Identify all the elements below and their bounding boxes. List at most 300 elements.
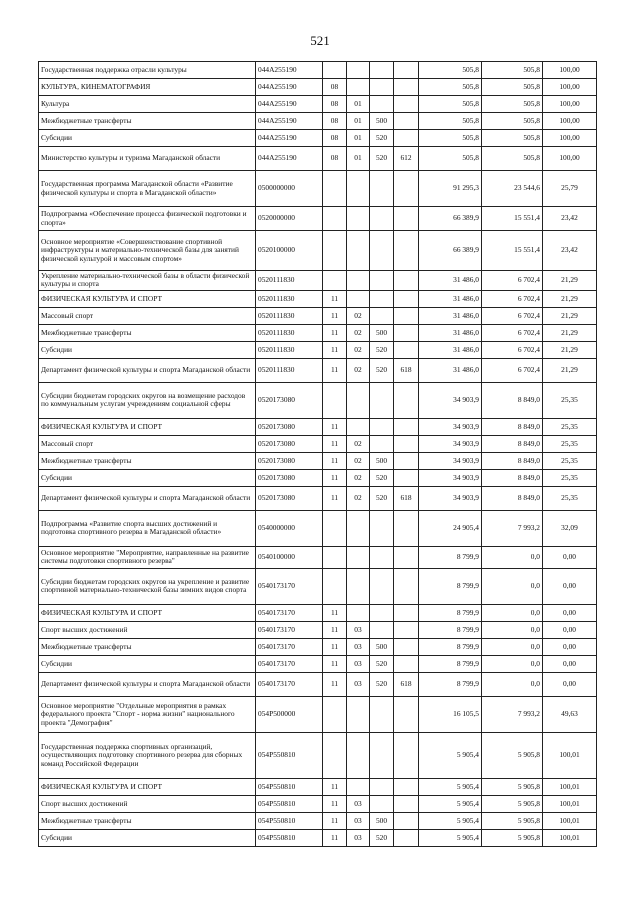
table-row — [39, 510, 597, 546]
row-subsection: 01 — [347, 130, 370, 147]
row-fact: 505,8 — [482, 79, 543, 96]
row-admin-code — [394, 171, 419, 207]
table-row — [39, 829, 597, 846]
row-subsection — [347, 604, 370, 621]
row-subsection: 01 — [347, 113, 370, 130]
row-subsection: 03 — [347, 638, 370, 655]
row-percent: 25,35 — [543, 452, 597, 469]
row-fact: 6 702,4 — [482, 307, 543, 324]
row-percent: 25,35 — [543, 469, 597, 486]
row-fact: 505,8 — [482, 113, 543, 130]
row-percent: 25,35 — [543, 382, 597, 418]
row-admin-code — [394, 696, 419, 732]
row-subsection: 01 — [347, 96, 370, 113]
row-code: 054P500000 — [256, 696, 323, 732]
table-row — [39, 290, 597, 307]
table-row — [39, 341, 597, 358]
row-fact: 0,0 — [482, 568, 543, 604]
row-section: 11 — [323, 358, 347, 382]
row-plan: 5 905,4 — [419, 829, 482, 846]
row-expense-type — [370, 568, 394, 604]
row-expense-type — [370, 231, 394, 271]
table-row — [39, 271, 597, 291]
row-code: 044A255190 — [256, 79, 323, 96]
row-plan: 505,8 — [419, 62, 482, 79]
row-expense-type — [370, 435, 394, 452]
row-section — [323, 546, 347, 568]
row-percent: 100,00 — [543, 113, 597, 130]
table-row — [39, 621, 597, 638]
table-row — [39, 778, 597, 795]
row-expense-type — [370, 546, 394, 568]
table-row — [39, 604, 597, 621]
row-admin-code — [394, 778, 419, 795]
row-section — [323, 62, 347, 79]
row-section: 08 — [323, 96, 347, 113]
row-percent: 100,00 — [543, 147, 597, 171]
row-name: Департамент физической культуры и спорта Магаданской области — [39, 358, 256, 382]
table-row — [39, 812, 597, 829]
row-subsection: 01 — [347, 147, 370, 171]
row-percent: 21,29 — [543, 324, 597, 341]
table-row — [39, 96, 597, 113]
row-plan: 8 799,9 — [419, 638, 482, 655]
row-name: Основное мероприятие "Отдельные мероприятия в рамках федерального проекта "Спорт - норма жизни" национального проекта "Демография" — [39, 696, 256, 732]
row-name: Департамент физической культуры и спорта Магаданской области — [39, 486, 256, 510]
row-expense-type: 520 — [370, 655, 394, 672]
row-plan: 8 799,9 — [419, 546, 482, 568]
row-section — [323, 696, 347, 732]
row-name: ФИЗИЧЕСКАЯ КУЛЬТУРА И СПОРТ — [39, 418, 256, 435]
row-admin-code — [394, 795, 419, 812]
row-plan: 16 105,5 — [419, 696, 482, 732]
row-subsection: 02 — [347, 307, 370, 324]
row-subsection: 02 — [347, 452, 370, 469]
row-admin-code: 618 — [394, 358, 419, 382]
row-plan: 31 486,0 — [419, 271, 482, 291]
row-subsection — [347, 778, 370, 795]
row-plan: 5 905,4 — [419, 732, 482, 778]
row-name: Субсидии — [39, 829, 256, 846]
row-percent: 21,29 — [543, 271, 597, 291]
row-percent: 0,00 — [543, 604, 597, 621]
row-admin-code — [394, 604, 419, 621]
row-subsection — [347, 207, 370, 231]
row-plan: 5 905,4 — [419, 795, 482, 812]
row-section: 08 — [323, 113, 347, 130]
row-expense-type — [370, 307, 394, 324]
row-fact: 0,0 — [482, 546, 543, 568]
row-plan: 31 486,0 — [419, 358, 482, 382]
row-code: 0520111830 — [256, 324, 323, 341]
row-name: Укрепление материально-технической базы в области физической культуры и спорта — [39, 271, 256, 291]
row-subsection: 03 — [347, 829, 370, 846]
row-percent: 25,79 — [543, 171, 597, 207]
row-name: Субсидии — [39, 341, 256, 358]
row-name: Межбюджетные трансферты — [39, 812, 256, 829]
table-row — [39, 469, 597, 486]
row-code: 0500000000 — [256, 171, 323, 207]
row-admin-code — [394, 510, 419, 546]
row-subsection — [347, 510, 370, 546]
row-name: Спорт высших достижений — [39, 621, 256, 638]
row-expense-type: 520 — [370, 147, 394, 171]
row-name: Министерство культуры и туризма Магаданской области — [39, 147, 256, 171]
row-plan: 8 799,9 — [419, 604, 482, 621]
row-fact: 505,8 — [482, 147, 543, 171]
row-admin-code — [394, 829, 419, 846]
row-name: Межбюджетные трансферты — [39, 452, 256, 469]
row-expense-type: 520 — [370, 469, 394, 486]
row-plan: 31 486,0 — [419, 307, 482, 324]
row-section: 11 — [323, 812, 347, 829]
row-name: Межбюджетные трансферты — [39, 324, 256, 341]
row-plan: 5 905,4 — [419, 778, 482, 795]
row-name: Государственная поддержка отрасли культуры — [39, 62, 256, 79]
row-code: 054P550810 — [256, 778, 323, 795]
row-fact: 8 849,0 — [482, 469, 543, 486]
row-subsection: 02 — [347, 324, 370, 341]
row-name: ФИЗИЧЕСКАЯ КУЛЬТУРА И СПОРТ — [39, 290, 256, 307]
row-plan: 66 389,9 — [419, 207, 482, 231]
row-percent: 100,01 — [543, 778, 597, 795]
row-section — [323, 732, 347, 778]
row-name: Основное мероприятие «Совершенствование спортивной инфраструктуры и материально-технической базы для занятий физической культурой и массовым спортом» — [39, 231, 256, 271]
row-fact: 0,0 — [482, 655, 543, 672]
row-admin-code — [394, 452, 419, 469]
row-expense-type — [370, 62, 394, 79]
row-expense-type — [370, 290, 394, 307]
table-row — [39, 638, 597, 655]
row-admin-code — [394, 62, 419, 79]
table-row — [39, 79, 597, 96]
row-fact: 15 551,4 — [482, 207, 543, 231]
row-section: 11 — [323, 418, 347, 435]
row-fact: 5 905,8 — [482, 812, 543, 829]
row-name: КУЛЬТУРА, КИНЕМАТОГРАФИЯ — [39, 79, 256, 96]
row-plan: 505,8 — [419, 79, 482, 96]
row-section — [323, 382, 347, 418]
row-admin-code — [394, 655, 419, 672]
row-plan: 505,8 — [419, 96, 482, 113]
row-name: Субсидии бюджетам городских округов на возмещение расходов по коммунальным услугам учреждениям социальной сферы — [39, 382, 256, 418]
row-admin-code — [394, 621, 419, 638]
row-plan: 66 389,9 — [419, 231, 482, 271]
row-section — [323, 568, 347, 604]
row-subsection — [347, 732, 370, 778]
row-subsection: 02 — [347, 341, 370, 358]
row-fact: 8 849,0 — [482, 418, 543, 435]
row-subsection — [347, 418, 370, 435]
budget-table — [38, 61, 597, 847]
row-fact: 7 993,2 — [482, 696, 543, 732]
row-fact: 8 849,0 — [482, 452, 543, 469]
row-subsection — [347, 568, 370, 604]
table-row — [39, 672, 597, 696]
row-expense-type — [370, 795, 394, 812]
row-code: 0540173170 — [256, 672, 323, 696]
row-section: 08 — [323, 130, 347, 147]
row-fact: 6 702,4 — [482, 271, 543, 291]
row-percent: 49,63 — [543, 696, 597, 732]
row-percent: 25,35 — [543, 486, 597, 510]
row-percent: 100,00 — [543, 130, 597, 147]
row-percent: 21,29 — [543, 358, 597, 382]
row-section: 11 — [323, 795, 347, 812]
row-expense-type — [370, 382, 394, 418]
row-percent: 0,00 — [543, 546, 597, 568]
row-fact: 5 905,8 — [482, 732, 543, 778]
row-name: Субсидии — [39, 655, 256, 672]
row-code: 0520111830 — [256, 290, 323, 307]
row-section: 11 — [323, 604, 347, 621]
row-name: Массовый спорт — [39, 307, 256, 324]
row-subsection: 03 — [347, 621, 370, 638]
row-subsection — [347, 231, 370, 271]
row-code: 0540173170 — [256, 621, 323, 638]
table-row — [39, 435, 597, 452]
row-code: 054P550810 — [256, 812, 323, 829]
table-row — [39, 113, 597, 130]
row-fact: 0,0 — [482, 604, 543, 621]
row-section: 11 — [323, 638, 347, 655]
row-section: 11 — [323, 452, 347, 469]
row-fact: 23 544,6 — [482, 171, 543, 207]
row-fact: 505,8 — [482, 96, 543, 113]
row-fact: 505,8 — [482, 62, 543, 79]
table-row — [39, 147, 597, 171]
row-admin-code — [394, 324, 419, 341]
row-admin-code — [394, 546, 419, 568]
row-code: 0540173170 — [256, 568, 323, 604]
row-fact: 6 702,4 — [482, 290, 543, 307]
row-name: Субсидии бюджетам городских округов на укрепление и развитие спортивной материально-технической базы зимних видов спорта — [39, 568, 256, 604]
row-percent: 100,00 — [543, 96, 597, 113]
row-percent: 100,01 — [543, 795, 597, 812]
row-expense-type: 520 — [370, 358, 394, 382]
row-code: 0520173080 — [256, 469, 323, 486]
row-section — [323, 207, 347, 231]
row-name: Культура — [39, 96, 256, 113]
row-percent: 21,29 — [543, 307, 597, 324]
row-fact: 6 702,4 — [482, 358, 543, 382]
row-section: 11 — [323, 324, 347, 341]
row-section: 11 — [323, 435, 347, 452]
row-subsection — [347, 171, 370, 207]
row-name: Межбюджетные трансферты — [39, 113, 256, 130]
page-number: 521 — [310, 33, 330, 48]
row-section — [323, 231, 347, 271]
row-section: 11 — [323, 672, 347, 696]
row-admin-code — [394, 290, 419, 307]
row-admin-code — [394, 382, 419, 418]
row-percent: 32,09 — [543, 510, 597, 546]
row-percent: 100,01 — [543, 732, 597, 778]
row-percent: 0,00 — [543, 621, 597, 638]
row-plan: 34 903,9 — [419, 486, 482, 510]
table-row — [39, 231, 597, 271]
row-name: ФИЗИЧЕСКАЯ КУЛЬТУРА И СПОРТ — [39, 778, 256, 795]
row-name: Государственная поддержка спортивных организаций, осуществляющих подготовку спортивного резерва для сборных команд Российской Федерации — [39, 732, 256, 778]
row-percent: 100,00 — [543, 79, 597, 96]
row-section: 11 — [323, 469, 347, 486]
row-expense-type — [370, 510, 394, 546]
row-fact: 5 905,8 — [482, 829, 543, 846]
row-code: 0520111830 — [256, 341, 323, 358]
row-subsection — [347, 696, 370, 732]
row-percent: 25,35 — [543, 418, 597, 435]
row-percent: 25,35 — [543, 435, 597, 452]
row-expense-type: 500 — [370, 812, 394, 829]
row-subsection — [347, 290, 370, 307]
row-expense-type — [370, 696, 394, 732]
row-expense-type — [370, 207, 394, 231]
row-percent: 21,29 — [543, 290, 597, 307]
row-plan: 8 799,9 — [419, 621, 482, 638]
row-percent: 0,00 — [543, 655, 597, 672]
row-percent: 100,01 — [543, 829, 597, 846]
table-row — [39, 568, 597, 604]
row-section — [323, 510, 347, 546]
row-name: Департамент физической культуры и спорта Магаданской области — [39, 672, 256, 696]
row-name: Межбюджетные трансферты — [39, 638, 256, 655]
row-subsection — [347, 271, 370, 291]
row-fact: 6 702,4 — [482, 324, 543, 341]
row-plan: 8 799,9 — [419, 655, 482, 672]
row-percent: 0,00 — [543, 672, 597, 696]
row-plan: 34 903,9 — [419, 418, 482, 435]
row-section: 08 — [323, 79, 347, 96]
row-subsection — [347, 62, 370, 79]
row-expense-type — [370, 271, 394, 291]
row-section: 11 — [323, 655, 347, 672]
row-subsection — [347, 546, 370, 568]
row-expense-type: 500 — [370, 638, 394, 655]
table-row — [39, 62, 597, 79]
row-admin-code — [394, 96, 419, 113]
row-admin-code — [394, 812, 419, 829]
row-expense-type — [370, 732, 394, 778]
table-row — [39, 795, 597, 812]
row-fact: 8 849,0 — [482, 382, 543, 418]
row-expense-type — [370, 418, 394, 435]
row-expense-type: 520 — [370, 672, 394, 696]
row-subsection — [347, 382, 370, 418]
row-section: 11 — [323, 290, 347, 307]
row-expense-type — [370, 604, 394, 621]
row-code: 0520173080 — [256, 382, 323, 418]
row-fact: 0,0 — [482, 621, 543, 638]
row-code: 044A255190 — [256, 147, 323, 171]
row-plan: 34 903,9 — [419, 435, 482, 452]
table-row — [39, 452, 597, 469]
table-row — [39, 358, 597, 382]
row-admin-code — [394, 418, 419, 435]
row-admin-code: 618 — [394, 672, 419, 696]
row-admin-code: 618 — [394, 486, 419, 510]
row-admin-code — [394, 435, 419, 452]
row-name: Подпрограмма «Обеспечение процесса физической подготовки и спорта» — [39, 207, 256, 231]
row-plan: 24 905,4 — [419, 510, 482, 546]
row-section — [323, 171, 347, 207]
row-fact: 7 993,2 — [482, 510, 543, 546]
row-fact: 8 849,0 — [482, 435, 543, 452]
row-subsection: 03 — [347, 812, 370, 829]
table-row — [39, 130, 597, 147]
row-expense-type — [370, 171, 394, 207]
row-admin-code — [394, 207, 419, 231]
row-code: 044A255190 — [256, 96, 323, 113]
row-admin-code — [394, 271, 419, 291]
table-row — [39, 418, 597, 435]
table-row — [39, 696, 597, 732]
row-plan: 34 903,9 — [419, 469, 482, 486]
table-row — [39, 324, 597, 341]
row-admin-code — [394, 732, 419, 778]
row-name: Спорт высших достижений — [39, 795, 256, 812]
row-subsection — [347, 79, 370, 96]
row-fact: 5 905,8 — [482, 795, 543, 812]
row-code: 054P550810 — [256, 795, 323, 812]
row-plan: 34 903,9 — [419, 382, 482, 418]
row-code: 0540173170 — [256, 604, 323, 621]
row-fact: 505,8 — [482, 130, 543, 147]
row-admin-code — [394, 638, 419, 655]
row-admin-code — [394, 341, 419, 358]
row-code: 0520000000 — [256, 207, 323, 231]
row-percent: 21,29 — [543, 341, 597, 358]
row-name: Основное мероприятие "Мероприятие, направленные на развитие системы подготовки спортивного резерва" — [39, 546, 256, 568]
row-plan: 8 799,9 — [419, 672, 482, 696]
row-expense-type: 520 — [370, 829, 394, 846]
table-row — [39, 171, 597, 207]
table-row — [39, 207, 597, 231]
row-section: 08 — [323, 147, 347, 171]
row-code: 0540173170 — [256, 655, 323, 672]
row-plan: 8 799,9 — [419, 568, 482, 604]
row-code: 0520173080 — [256, 452, 323, 469]
row-code: 0520111830 — [256, 307, 323, 324]
row-code: 0520111830 — [256, 271, 323, 291]
row-plan: 5 905,4 — [419, 812, 482, 829]
row-percent: 100,00 — [543, 62, 597, 79]
row-code: 0520100000 — [256, 231, 323, 271]
row-plan: 34 903,9 — [419, 452, 482, 469]
row-fact: 5 905,8 — [482, 778, 543, 795]
row-section: 11 — [323, 486, 347, 510]
row-code: 054P550810 — [256, 732, 323, 778]
row-code: 0520173080 — [256, 486, 323, 510]
row-code: 0540000000 — [256, 510, 323, 546]
row-admin-code — [394, 113, 419, 130]
row-subsection: 02 — [347, 486, 370, 510]
row-plan: 31 486,0 — [419, 324, 482, 341]
row-admin-code — [394, 130, 419, 147]
row-code: 0540173170 — [256, 638, 323, 655]
row-section: 11 — [323, 778, 347, 795]
row-admin-code — [394, 568, 419, 604]
row-subsection: 03 — [347, 795, 370, 812]
row-fact: 15 551,4 — [482, 231, 543, 271]
row-admin-code — [394, 469, 419, 486]
row-percent: 0,00 — [543, 638, 597, 655]
row-percent: 23,42 — [543, 231, 597, 271]
row-expense-type — [370, 621, 394, 638]
row-section: 11 — [323, 829, 347, 846]
row-section: 11 — [323, 341, 347, 358]
row-name: Массовый спорт — [39, 435, 256, 452]
row-subsection: 02 — [347, 469, 370, 486]
